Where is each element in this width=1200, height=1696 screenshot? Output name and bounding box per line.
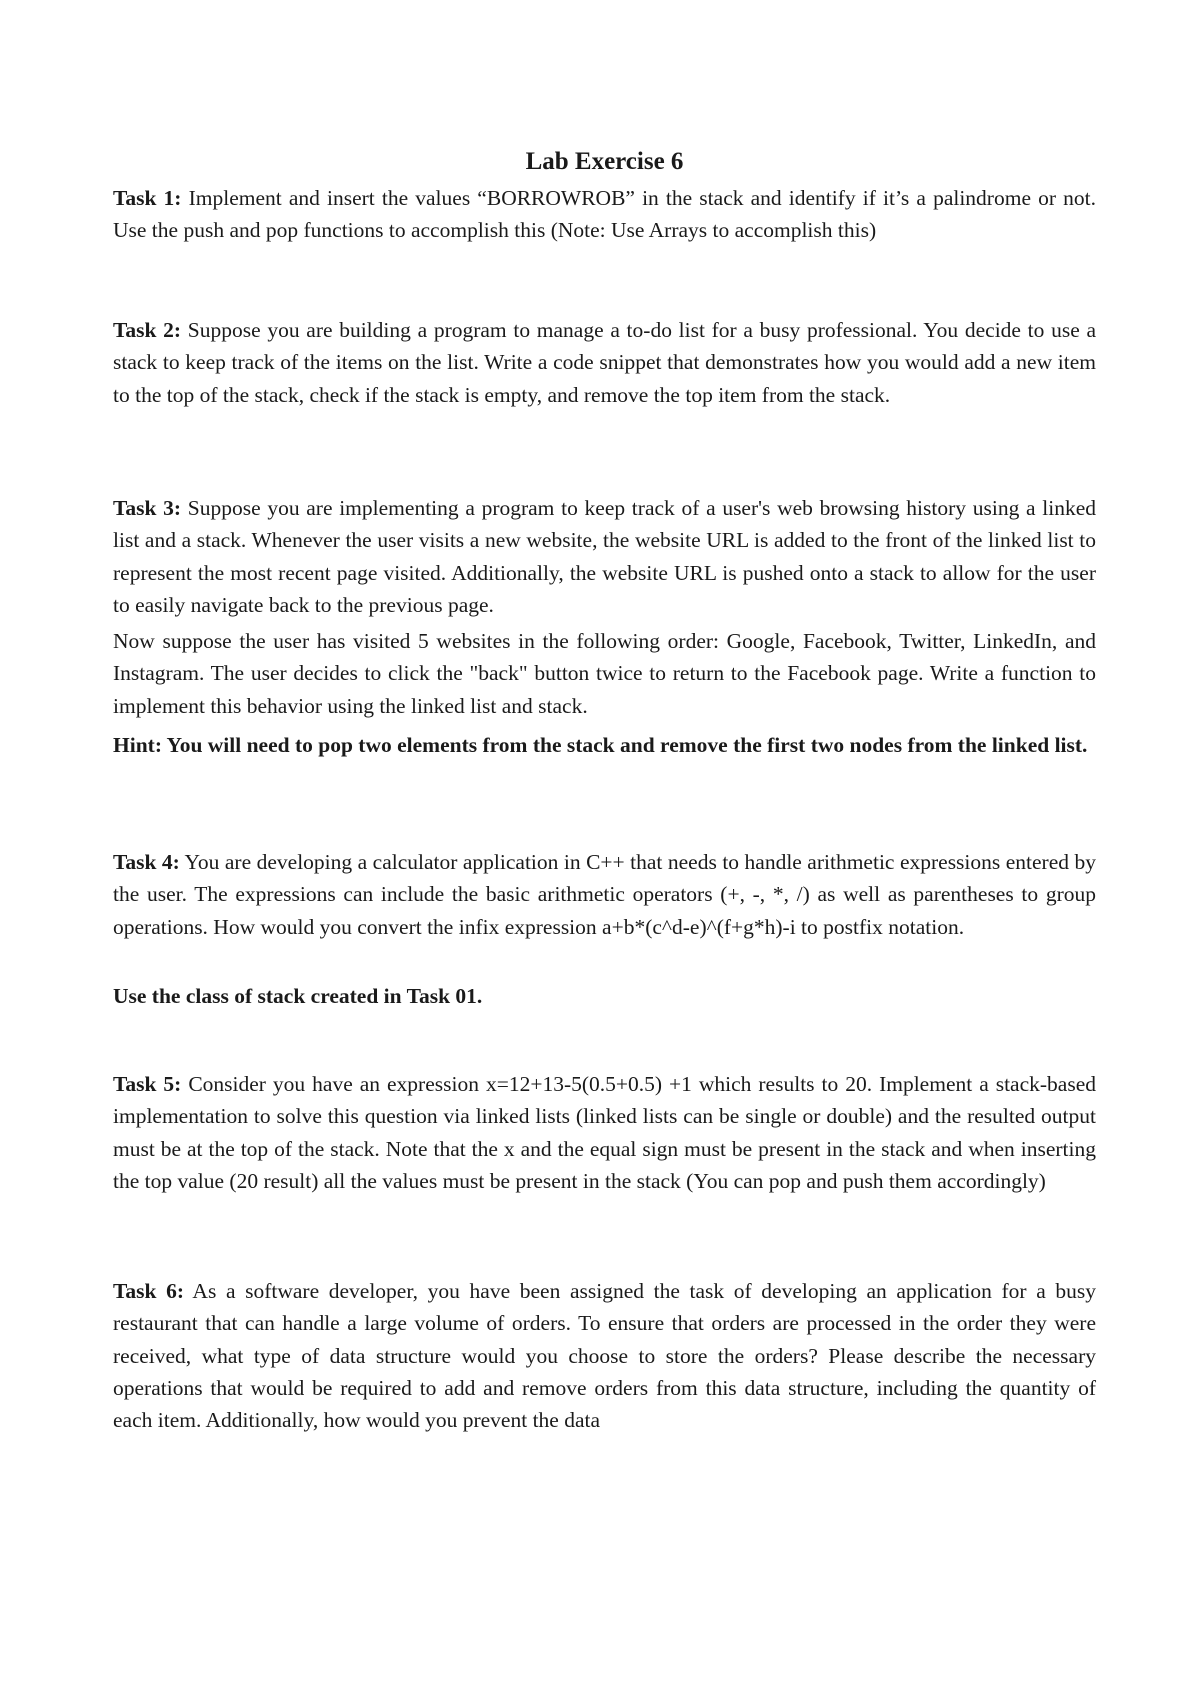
task-6-text: As a software developer, you have been assigned the task of developing an application for a busy restaurant that can handle a large volume of orders. To ensure that orders are processed in the order they were received, what type of data structure would you choose to store the orders? Please describe the necessary operations that would be required to add and remove orders from this data structure, including the quantity of each item. Additionally, how would you prevent the data	[113, 1279, 1096, 1433]
task-5-text: Consider you have an expression x=12+13-5(0.5+0.5) +1 which results to 20. Implement a stack-based implementation to solve this question via linked lists (linked lists can be single or double) and the resulted output must be at the top of the stack. Note that the x and the equal sign must be present in the stack and when inserting the top value (20 result) all the values must be present in the stack (You can pop and push them accordingly)	[113, 1072, 1097, 1193]
task-1-label: Task 1:	[113, 186, 182, 210]
task-3-label: Task 3:	[113, 496, 182, 520]
task-5-paragraph	[113, 1068, 1096, 1197]
task-3-followup-paragraph: Now suppose the user has visited 5 websites in the following order: Google, Facebook, Twitter, LinkedIn, and Instagram. The user decides to click the "back" button twice to return to the Facebook page. Write a function to implement this behavior using the linked list and stack.	[113, 629, 1096, 718]
task-2-paragraph	[113, 314, 1096, 411]
task-2-text: Suppose you are building a program to manage a to-do list for a busy professional. You decide to use a stack to keep track of the items on the list. Write a code snippet that demonstrates how you would add a new item to the top of the stack, check if the stack is empty, and remove the top item from the stack.	[113, 318, 1096, 407]
task-6-label: Task 6:	[113, 1279, 184, 1303]
task-4-note: Use the class of stack created in Task 01.	[113, 984, 483, 1008]
task-1-paragraph	[113, 182, 1096, 247]
task-3-hint: Hint: You will need to pop two elements from the stack and remove the first two nodes from the linked list.	[113, 733, 1088, 757]
page-title: Lab Exercise 6	[525, 148, 684, 175]
task-1-text: Implement and insert the values “BORROWROB” in the stack and identify if it’s a palindrome or not. Use the push and pop functions to accomplish this (Note: Use Arrays to accomplish this)	[113, 186, 1096, 243]
task-3-text: Suppose you are implementing a program to keep track of a user's web browsing history using a linked list and a stack. Whenever the user visits a new website, the website URL is added to the front of the linked list to represent the most recent page visited. Additionally, the website URL is pushed onto a stack to allow for the user to easily navigate back to the previous page.	[113, 496, 1096, 617]
task-5-label: Task 5:	[113, 1072, 182, 1096]
task-4-text: You are developing a calculator application in C++ that needs to handle arithmetic expressions entered by the user. The expressions can include the basic arithmetic operators (+, -, *, /) as well as parentheses to group operations. How would you convert the infix expression a+b*(c^d-e)^(f+g*h)-i to postfix notation.	[113, 850, 1096, 939]
task-6-paragraph	[113, 1275, 1096, 1436]
task-4-label: Task 4:	[113, 850, 180, 874]
task-2-label: Task 2:	[113, 318, 182, 342]
task-4-paragraph	[113, 846, 1096, 943]
task-3-paragraph	[113, 492, 1096, 621]
